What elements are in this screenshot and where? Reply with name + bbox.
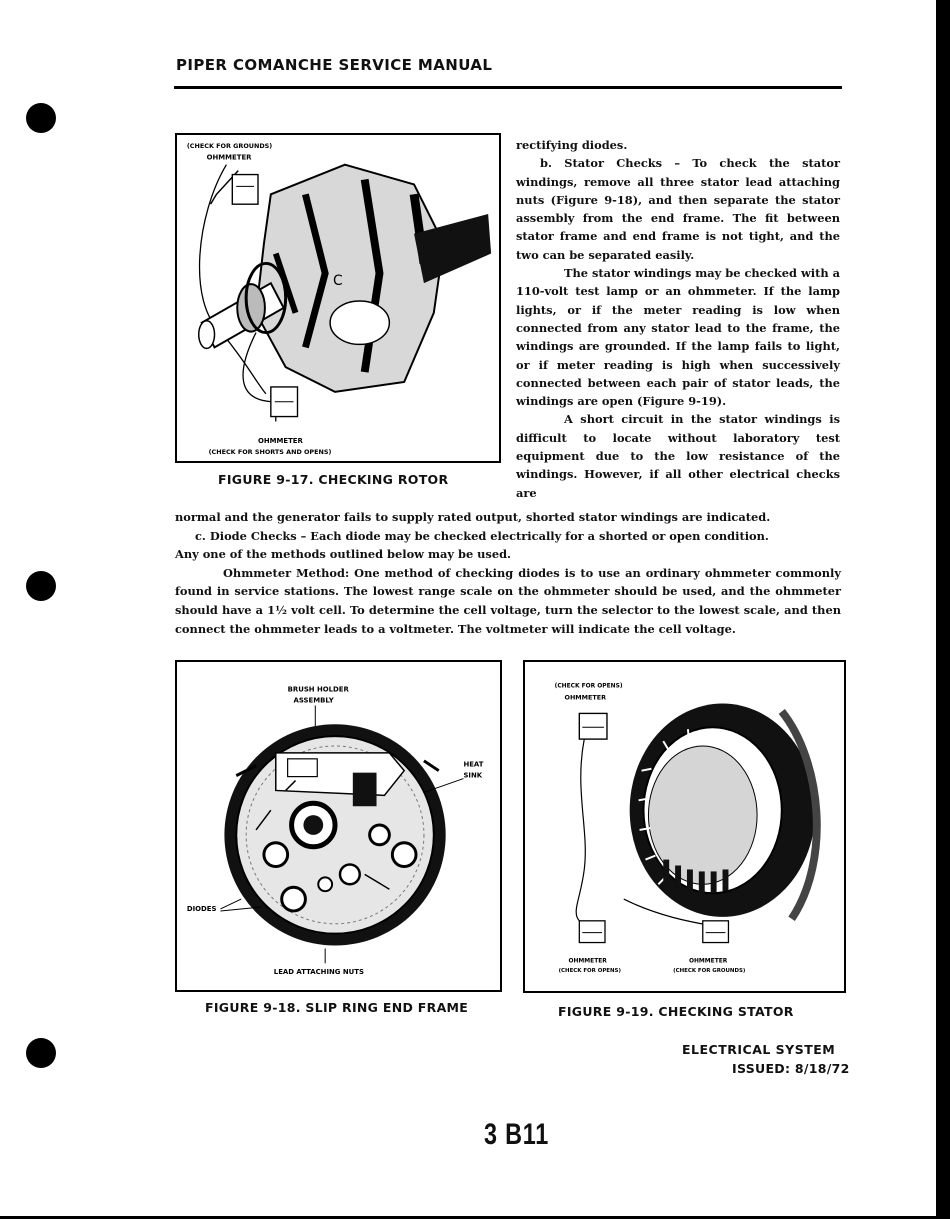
punch-hole-top (26, 103, 56, 133)
fig19-label-bl-1: OHMMETER (568, 958, 607, 965)
punch-hole-middle (26, 571, 56, 601)
manual-title: PIPER COMANCHE SERVICE MANUAL (176, 56, 493, 74)
stator-illustration (525, 662, 844, 991)
fig17-label-top-2: OHMMETER (206, 153, 252, 162)
column-text (516, 136, 840, 502)
figure-9-17-rotor (175, 133, 501, 463)
fig18-label-nuts: LEAD ATTACHING NUTS (273, 968, 364, 977)
fig17-label-bottom-1: OHMMETER (257, 437, 303, 446)
page-number: 3 B11 (484, 1118, 550, 1151)
slip-ring-end-frame-illustration (177, 662, 500, 990)
issued-date: ISSUED: 8/18/72 (732, 1061, 850, 1076)
body-paragraph-1: normal and the generator fails to supply rated output, shorted stator windings are indicated. (175, 510, 771, 524)
rotor-illustration (177, 135, 499, 461)
fig18-label-diodes: DIODES (186, 904, 217, 913)
column-paragraph-2: b. Stator Checks – To check the stator windings, remove all three stator lead attaching nuts (Figure 9-18), and then separate the stator assembly from the end frame. The fit between stator frame and end frame is not tight, and the two can be separated easily. (516, 156, 840, 262)
column-paragraph-3: The stator windings may be checked with a 110-volt test lamp or an ohmmeter. If the lamp lights, or if the meter reading is low when connected from any stator lead to the frame, the windings are grounded. If the lamp fails to light, or if meter reading is high when successively connected between each pair of stator leads, the windings are open (Figure 9-19). (516, 266, 840, 409)
fig18-label-heat-1: HEAT (463, 760, 484, 769)
fig18-label-heat-2: SINK (463, 771, 483, 780)
fig17-label-bottom-2: (CHECK FOR SHORTS AND OPENS) (208, 448, 332, 457)
figure-9-19-caption: FIGURE 9-19. CHECKING STATOR (558, 1004, 794, 1019)
header-rule (174, 86, 842, 89)
svg-text:C: C (333, 273, 343, 290)
page-edge-bar (936, 0, 950, 1219)
fig19-label-top-1: (CHECK FOR OPENS) (554, 683, 623, 690)
column-paragraph-1: rectifying diodes. (516, 138, 628, 152)
fig19-label-br-1: OHMMETER (688, 958, 728, 965)
body-paragraph-4: Ohmmeter Method: One method of checking diodes is to use an ordinary ohmmeter commonly found in service stations. The lowest range scale on the ohmmeter should be used, and the ohmmeter should have a 1½ volt cell. To determine the cell voltage, turn the selector to the lowest scale, and then connect the ohmmeter leads to a voltmeter. The voltmeter will indicate the cell voltage. (175, 565, 841, 636)
body-paragraph-3: Any one of the methods outlined below may be used. (175, 547, 512, 562)
fig17-label-top-1: (CHECK FOR GROUNDS) (186, 141, 273, 150)
body-text (175, 508, 841, 638)
fig18-label-brush-2: ASSEMBLY (293, 696, 334, 705)
figure-9-17-caption: FIGURE 9-17. CHECKING ROTOR (218, 472, 449, 487)
column-paragraph-4: A short circuit in the stator windings is difficult to locate without laboratory test equipment due to the low resistance of the windings. However, if all other electrical checks are (516, 412, 840, 500)
fig18-label-brush-1: BRUSH HOLDER (287, 685, 349, 694)
figure-9-18-slip-ring-end-frame (175, 660, 502, 992)
fig19-label-bl-2: (CHECK FOR OPENS) (558, 968, 621, 975)
body-paragraph-2: c. Diode Checks – Each diode may be checked electrically for a shorted or open condition. (195, 528, 769, 543)
figure-9-19-stator (523, 660, 846, 993)
punch-hole-bottom (26, 1038, 56, 1068)
fig19-label-top-2: OHMMETER (564, 693, 607, 702)
figure-9-18-caption: FIGURE 9-18. SLIP RING END FRAME (205, 1000, 469, 1015)
fig19-label-br-2: (CHECK FOR GROUNDS) (673, 968, 746, 975)
section-name: ELECTRICAL SYSTEM (682, 1042, 836, 1057)
